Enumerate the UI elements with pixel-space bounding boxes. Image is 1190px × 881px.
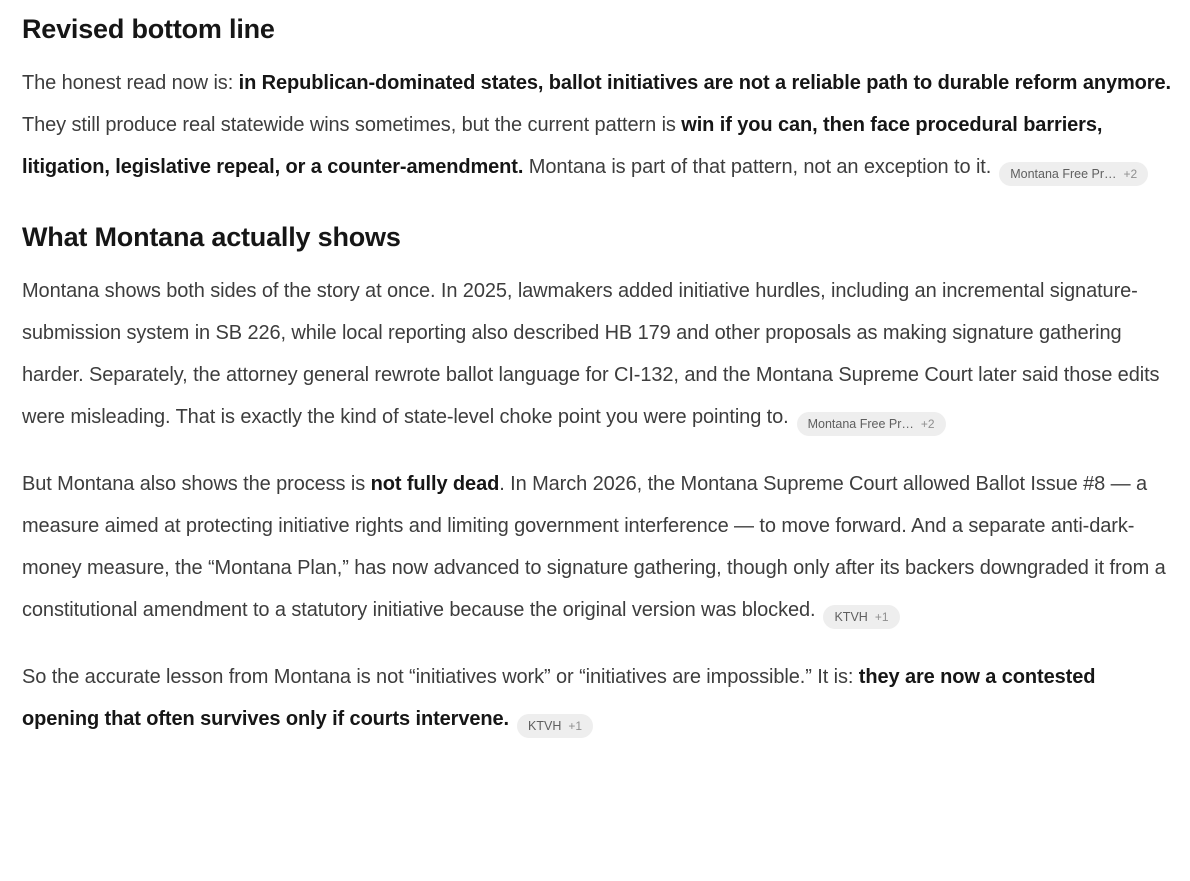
citation-source: KTVH [834, 610, 868, 624]
text-segment: But Montana also shows the process is [22, 473, 371, 495]
paragraph [22, 656, 1176, 740]
paragraph [22, 270, 1176, 438]
bold-text-segment: win if you can, then face procedural barriers, litigation, legislative repeal, or a counter-amendment. [22, 114, 1103, 178]
citation-source: Montana Free Pr… [807, 417, 914, 431]
section-heading-what-montana-actually-shows: What Montana actually shows [22, 222, 401, 252]
bold-text-segment: in Republican-dominated states, ballot initiatives are not a reliable path to durable reform anymore. [238, 72, 1171, 94]
citation-pill[interactable] [517, 714, 593, 738]
bold-text-segment: not fully dead [370, 473, 500, 495]
citation-count: +1 [568, 719, 583, 733]
text-segment: . In March 2026, the Montana Supreme Court allowed Ballot Issue #8 — a measure aimed at protecting initiative rights and limiting government interference — to move forward. And a separate anti-dark-money measure, the “Montana Plan,” has now advanced to signature gathering, though only after its backers downgraded it from a constitutional amendment to a statutory initiative because the original version was blocked. [22, 473, 1166, 621]
paragraph [22, 463, 1176, 631]
citation-count: +1 [874, 610, 889, 624]
section-heading-revised-bottom-line: Revised bottom line [22, 14, 275, 44]
text-segment: So the accurate lesson from Montana is not “initiatives work” or “initiatives are impossible.” It is: [22, 666, 859, 688]
citation-count: +2 [1123, 167, 1138, 181]
citation-source: KTVH [528, 719, 562, 733]
citation-pill[interactable] [797, 412, 946, 436]
citation-source: Montana Free Pr… [1010, 167, 1117, 181]
text-segment: Montana shows both sides of the story at once. In 2025, lawmakers added initiative hurdles, including an incremental signature-submission system in SB 226, while local reporting also described HB 179 and other proposals as making signature gathering harder. Separately, the attorney general rewrote ballot language for CI-132, and the Montana Supreme Court later said those edits were misleading. That is exactly the kind of state-level choke point you were pointing to. [22, 280, 1160, 428]
bold-text-segment: they are now a contested opening that often survives only if courts intervene. [22, 666, 1096, 730]
citation-pill[interactable] [999, 162, 1148, 186]
citation-count: +2 [920, 417, 935, 431]
text-segment: They still produce real statewide wins sometimes, but the current pattern is [22, 114, 682, 136]
citation-pill[interactable] [823, 605, 899, 629]
text-segment: The honest read now is: [22, 72, 239, 94]
text-segment: Montana is part of that pattern, not an exception to it. [523, 156, 992, 178]
paragraph [22, 62, 1176, 188]
